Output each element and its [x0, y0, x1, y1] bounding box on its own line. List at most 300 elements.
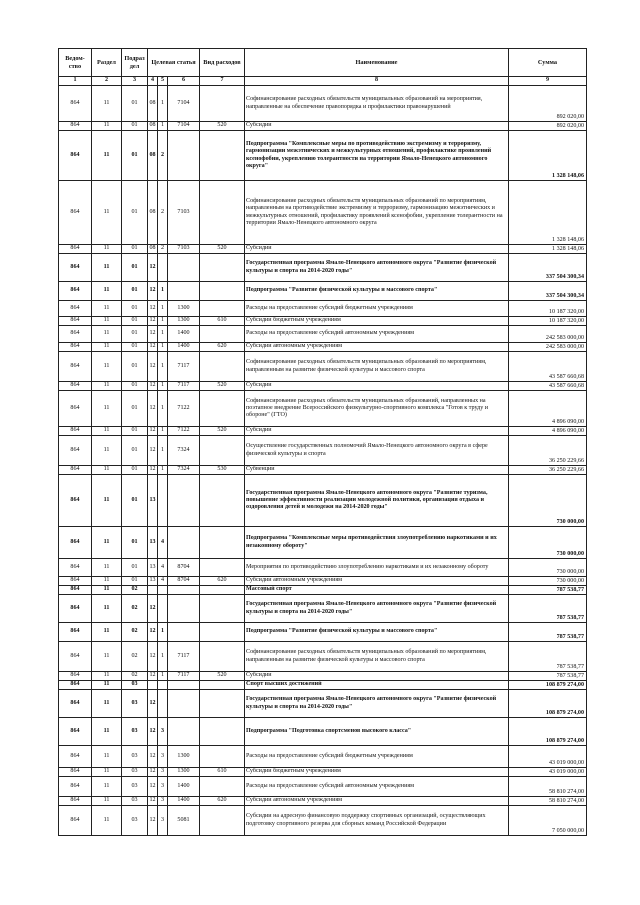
expense-type-cell [200, 254, 245, 282]
podrazdel-cell: 01 [122, 317, 148, 326]
sum-cell: 787 538,77 [509, 586, 587, 595]
sum-cell: 36 250 229,66 [509, 466, 587, 475]
razdel-cell: 11 [92, 466, 122, 475]
program-code-cell: 12 [148, 282, 158, 301]
razdel-cell: 11 [92, 577, 122, 586]
podrazdel-cell: 01 [122, 122, 148, 131]
name-cell: Расходы на предоставление субсидий автономным учреждениям [245, 777, 509, 797]
direction-code-cell: 1400 [168, 343, 200, 352]
sum-cell: 58 810 274,00 [509, 797, 587, 806]
subprogram-code-cell: 1 [158, 436, 168, 466]
vedomstvo-cell: 864 [59, 317, 92, 326]
podrazdel-cell: 03 [122, 777, 148, 797]
name-cell: Субсидии [245, 122, 509, 131]
direction-code-cell: 5081 [168, 806, 200, 836]
podrazdel-cell: 01 [122, 577, 148, 586]
sum-cell: 1 328 148,06 [509, 131, 587, 181]
vedomstvo-cell: 864 [59, 475, 92, 527]
subprogram-code-cell: 2 [158, 131, 168, 181]
expense-type-cell [200, 681, 245, 690]
razdel-cell: 11 [92, 86, 122, 122]
header-target: Целевая статья [148, 49, 200, 77]
direction-code-cell: 7104 [168, 86, 200, 122]
expense-type-cell: 620 [200, 797, 245, 806]
vedomstvo-cell: 864 [59, 282, 92, 301]
table-row [59, 122, 587, 131]
vedomstvo-cell: 864 [59, 352, 92, 382]
program-code-cell: 12 [148, 343, 158, 352]
program-code-cell: 12 [148, 427, 158, 436]
header-sum: Сумма [509, 49, 587, 77]
budget-table-body [59, 86, 587, 836]
table-row [59, 382, 587, 391]
podrazdel-cell: 01 [122, 559, 148, 577]
program-code-cell: 12 [148, 254, 158, 282]
razdel-cell: 11 [92, 718, 122, 746]
razdel-cell: 11 [92, 436, 122, 466]
name-cell: Субсидии автономным учреждениям [245, 577, 509, 586]
program-code-cell: 08 [148, 86, 158, 122]
razdel-cell: 11 [92, 690, 122, 718]
vedomstvo-cell: 864 [59, 391, 92, 427]
sum-cell: 787 538,77 [509, 672, 587, 681]
subprogram-code-cell: 3 [158, 797, 168, 806]
subprogram-code-cell: 1 [158, 86, 168, 122]
razdel-cell: 11 [92, 282, 122, 301]
direction-code-cell: 7117 [168, 382, 200, 391]
podrazdel-cell: 01 [122, 343, 148, 352]
direction-code-cell: 7122 [168, 391, 200, 427]
budget-document [58, 48, 586, 836]
direction-code-cell: 7324 [168, 436, 200, 466]
name-cell: Спорт высших достижений [245, 681, 509, 690]
razdel-cell: 11 [92, 672, 122, 681]
sum-cell: 337 504 300,34 [509, 282, 587, 301]
expense-type-cell: 620 [200, 343, 245, 352]
podrazdel-cell: 01 [122, 245, 148, 254]
direction-code-cell [168, 595, 200, 623]
name-cell: Подпрограмма "Комплексные меры по противодействию экстремизму и терроризму, гармонизации межэтнических и межкультурных отношений, профилактике проявлений ксенофобии, укреплению толерантности на территории Ямало-Ненецкого автономного округа" [245, 131, 509, 181]
direction-code-cell: 1400 [168, 797, 200, 806]
razdel-cell: 11 [92, 527, 122, 559]
expense-type-cell [200, 352, 245, 382]
vedomstvo-cell: 864 [59, 527, 92, 559]
vedomstvo-cell: 864 [59, 436, 92, 466]
podrazdel-cell: 03 [122, 797, 148, 806]
vedomstvo-cell: 864 [59, 427, 92, 436]
subprogram-code-cell [158, 595, 168, 623]
program-code-cell: 13 [148, 577, 158, 586]
table-row [59, 672, 587, 681]
podrazdel-cell: 01 [122, 427, 148, 436]
expense-type-cell: 520 [200, 245, 245, 254]
direction-code-cell [168, 681, 200, 690]
razdel-cell: 11 [92, 382, 122, 391]
table-row [59, 806, 587, 836]
table-row [59, 301, 587, 317]
direction-code-cell: 7117 [168, 352, 200, 382]
podrazdel-cell: 03 [122, 746, 148, 768]
podrazdel-cell: 01 [122, 475, 148, 527]
expense-type-cell [200, 559, 245, 577]
name-cell: Субсидии [245, 245, 509, 254]
vedomstvo-cell: 864 [59, 642, 92, 672]
direction-code-cell [168, 623, 200, 642]
sum-cell: 337 504 300,34 [509, 254, 587, 282]
podrazdel-cell: 01 [122, 436, 148, 466]
expense-type-cell [200, 86, 245, 122]
vedomstvo-cell: 864 [59, 806, 92, 836]
table-row [59, 797, 587, 806]
vedomstvo-cell: 864 [59, 181, 92, 245]
col-number: 5 [158, 77, 168, 86]
program-code-cell: 13 [148, 559, 158, 577]
header-vedomstvo: Ведом-ство [59, 49, 92, 77]
vedomstvo-cell: 864 [59, 577, 92, 586]
vedomstvo-cell: 864 [59, 595, 92, 623]
direction-code-cell: 1300 [168, 301, 200, 317]
name-cell: Государственная программа Ямало-Ненецкого автономного округа "Развитие физической культуры и спорта на 2014-2020 годы" [245, 254, 509, 282]
vedomstvo-cell: 864 [59, 746, 92, 768]
expense-type-cell [200, 475, 245, 527]
vedomstvo-cell: 864 [59, 797, 92, 806]
podrazdel-cell: 01 [122, 181, 148, 245]
expense-type-cell [200, 527, 245, 559]
table-row [59, 317, 587, 326]
subprogram-code-cell: 1 [158, 391, 168, 427]
program-code-cell: 13 [148, 527, 158, 559]
name-cell: Софинансирование расходных обязательств муниципальных образований по мероприятиям, направленным на развитие физической культуры и массового спорта [245, 642, 509, 672]
expense-type-cell: 520 [200, 122, 245, 131]
subprogram-code-cell [158, 475, 168, 527]
razdel-cell: 11 [92, 642, 122, 672]
sum-cell: 10 187 320,00 [509, 301, 587, 317]
razdel-cell: 11 [92, 343, 122, 352]
direction-code-cell: 7324 [168, 466, 200, 475]
subprogram-code-cell [158, 254, 168, 282]
table-row [59, 254, 587, 282]
direction-code-cell: 7103 [168, 181, 200, 245]
col-number: 2 [92, 77, 122, 86]
program-code-cell: 12 [148, 746, 158, 768]
sum-cell: 36 250 229,66 [509, 436, 587, 466]
program-code-cell: 13 [148, 475, 158, 527]
expense-type-cell: 620 [200, 577, 245, 586]
col-number: 9 [509, 77, 587, 86]
program-code-cell: 12 [148, 718, 158, 746]
subprogram-code-cell [158, 586, 168, 595]
sum-cell: 4 896 090,00 [509, 427, 587, 436]
razdel-cell: 11 [92, 806, 122, 836]
table-row [59, 466, 587, 475]
podrazdel-cell: 02 [122, 642, 148, 672]
program-code-cell: 08 [148, 131, 158, 181]
direction-code-cell: 7117 [168, 642, 200, 672]
subprogram-code-cell: 1 [158, 642, 168, 672]
direction-code-cell: 7103 [168, 245, 200, 254]
table-row [59, 131, 587, 181]
table-row [59, 577, 587, 586]
name-cell: Софинансирование расходных обязательств муниципальных образований по мероприятиям, направленным на противодействие экстремизму и терроризму, гармонизацию межэтнических и межкультурных отношений, профилактику проявлений ксенофобии, укрепление толерантности на территории Ямало-Ненецкого автономного округа [245, 181, 509, 245]
podrazdel-cell: 03 [122, 718, 148, 746]
subprogram-code-cell: 1 [158, 301, 168, 317]
expense-type-cell [200, 806, 245, 836]
vedomstvo-cell: 864 [59, 131, 92, 181]
table-row [59, 768, 587, 777]
podrazdel-cell: 03 [122, 681, 148, 690]
program-code-cell: 12 [148, 466, 158, 475]
sum-cell: 242 583 000,00 [509, 343, 587, 352]
program-code-cell [148, 681, 158, 690]
sum-cell: 787 538,77 [509, 595, 587, 623]
razdel-cell: 11 [92, 475, 122, 527]
subprogram-code-cell: 3 [158, 777, 168, 797]
col-number: 3 [122, 77, 148, 86]
table-row [59, 391, 587, 427]
name-cell: Государственная программа Ямало-Ненецкого автономного округа "Развитие туризма, повышение эффективности реализации молодежной политики, организация отдыха и оздоровления детей и молодежи на 2014-2020 годы" [245, 475, 509, 527]
razdel-cell: 11 [92, 254, 122, 282]
podrazdel-cell: 02 [122, 586, 148, 595]
sum-cell: 43 019 000,00 [509, 768, 587, 777]
vedomstvo-cell: 864 [59, 690, 92, 718]
program-code-cell: 12 [148, 382, 158, 391]
name-cell: Государственная программа Ямало-Ненецкого автономного округа "Развитие физической культуры и спорта на 2014-2020 годы" [245, 690, 509, 718]
table-row [59, 623, 587, 642]
subprogram-code-cell: 1 [158, 672, 168, 681]
razdel-cell: 11 [92, 352, 122, 382]
expense-type-cell [200, 131, 245, 181]
program-code-cell: 12 [148, 436, 158, 466]
vedomstvo-cell: 864 [59, 466, 92, 475]
direction-code-cell [168, 718, 200, 746]
razdel-cell: 11 [92, 681, 122, 690]
subprogram-code-cell [158, 690, 168, 718]
subprogram-code-cell: 4 [158, 559, 168, 577]
subprogram-code-cell: 3 [158, 746, 168, 768]
expense-type-cell [200, 391, 245, 427]
table-row [59, 642, 587, 672]
name-cell: Расходы на предоставление субсидий бюджетным учреждениям [245, 746, 509, 768]
budget-table [58, 48, 587, 836]
vedomstvo-cell: 864 [59, 623, 92, 642]
razdel-cell: 11 [92, 326, 122, 343]
vedomstvo-cell: 864 [59, 559, 92, 577]
sum-cell: 242 583 000,00 [509, 326, 587, 343]
direction-code-cell [168, 586, 200, 595]
razdel-cell: 11 [92, 301, 122, 317]
program-code-cell: 12 [148, 642, 158, 672]
subprogram-code-cell: 1 [158, 326, 168, 343]
table-row [59, 436, 587, 466]
sum-cell: 892 020,00 [509, 86, 587, 122]
table-row [59, 595, 587, 623]
subprogram-code-cell: 4 [158, 527, 168, 559]
subprogram-code-cell: 2 [158, 181, 168, 245]
sum-cell: 108 879 274,00 [509, 681, 587, 690]
program-code-cell: 12 [148, 806, 158, 836]
name-cell: Мероприятия по противодействию злоупотреблению наркотиками и их незаконному обороту [245, 559, 509, 577]
program-code-cell: 12 [148, 690, 158, 718]
col-number: 1 [59, 77, 92, 86]
direction-code-cell: 1300 [168, 317, 200, 326]
name-cell: Субсидии бюджетным учреждениям [245, 768, 509, 777]
name-cell: Подпрограмма "Развитие физической культуры и массового спорта" [245, 623, 509, 642]
direction-code-cell [168, 527, 200, 559]
vedomstvo-cell: 864 [59, 245, 92, 254]
subprogram-code-cell: 1 [158, 623, 168, 642]
direction-code-cell: 1300 [168, 746, 200, 768]
razdel-cell: 11 [92, 623, 122, 642]
program-code-cell: 12 [148, 595, 158, 623]
table-row [59, 475, 587, 527]
direction-code-cell [168, 282, 200, 301]
podrazdel-cell: 02 [122, 623, 148, 642]
subprogram-code-cell: 3 [158, 768, 168, 777]
expense-type-cell [200, 746, 245, 768]
program-code-cell: 12 [148, 777, 158, 797]
vedomstvo-cell: 864 [59, 768, 92, 777]
razdel-cell: 11 [92, 317, 122, 326]
table-row [59, 718, 587, 746]
direction-code-cell: 7104 [168, 122, 200, 131]
table-row [59, 586, 587, 595]
direction-code-cell: 7117 [168, 672, 200, 681]
subprogram-code-cell: 1 [158, 427, 168, 436]
vedomstvo-cell: 864 [59, 777, 92, 797]
podrazdel-cell: 03 [122, 806, 148, 836]
subprogram-code-cell: 1 [158, 466, 168, 475]
sum-cell: 787 538,77 [509, 642, 587, 672]
razdel-cell: 11 [92, 131, 122, 181]
name-cell: Софинансирование расходных обязательств муниципальных образований по мероприятиям, направленным на развитие физической культуры и массового спорта [245, 352, 509, 382]
podrazdel-cell: 01 [122, 382, 148, 391]
direction-code-cell [168, 475, 200, 527]
podrazdel-cell: 01 [122, 131, 148, 181]
podrazdel-cell: 01 [122, 352, 148, 382]
name-cell: Субсидии автономным учреждениям [245, 343, 509, 352]
header-name: Наименование [245, 49, 509, 77]
direction-code-cell: 8704 [168, 577, 200, 586]
sum-cell: 43 587 660,68 [509, 382, 587, 391]
podrazdel-cell: 01 [122, 391, 148, 427]
subprogram-code-cell: 1 [158, 352, 168, 382]
direction-code-cell: 7122 [168, 427, 200, 436]
name-cell: Софинансирование расходных обязательств муниципальных образований, направленных на поэтапное внедрение Всероссийского физкультурно-спортивного комплекса "Готов к труду и обороне" (ГТО) [245, 391, 509, 427]
name-cell: Массовый спорт [245, 586, 509, 595]
vedomstvo-cell: 864 [59, 681, 92, 690]
table-row [59, 681, 587, 690]
podrazdel-cell: 01 [122, 326, 148, 343]
razdel-cell: 11 [92, 427, 122, 436]
table-row [59, 181, 587, 245]
program-code-cell: 12 [148, 623, 158, 642]
direction-code-cell [168, 254, 200, 282]
vedomstvo-cell: 864 [59, 86, 92, 122]
vedomstvo-cell: 864 [59, 122, 92, 131]
sum-cell: 787 538,77 [509, 623, 587, 642]
podrazdel-cell: 03 [122, 768, 148, 777]
expense-type-cell: 520 [200, 672, 245, 681]
name-cell: Расходы на предоставление субсидий бюджетным учреждениям [245, 301, 509, 317]
razdel-cell: 11 [92, 768, 122, 777]
sum-cell: 58 810 274,00 [509, 777, 587, 797]
sum-cell: 1 328 148,06 [509, 245, 587, 254]
sum-cell: 730 000,00 [509, 527, 587, 559]
razdel-cell: 11 [92, 245, 122, 254]
vedomstvo-cell: 864 [59, 718, 92, 746]
vedomstvo-cell: 864 [59, 382, 92, 391]
subprogram-code-cell: 1 [158, 343, 168, 352]
name-cell: Субсидии на адресную финансовую поддержку спортивных организаций, осуществляющих подготовку спортивного резерва для сборных команд Российской Федерации [245, 806, 509, 836]
col-number: 8 [245, 77, 509, 86]
name-cell: Субвенции [245, 466, 509, 475]
program-code-cell: 08 [148, 245, 158, 254]
program-code-cell: 12 [148, 391, 158, 427]
program-code-cell: 12 [148, 301, 158, 317]
name-cell: Субсидии [245, 427, 509, 436]
sum-cell: 7 050 000,00 [509, 806, 587, 836]
expense-type-cell: 520 [200, 427, 245, 436]
subprogram-code-cell: 2 [158, 245, 168, 254]
header-vid: Вид расходов [200, 49, 245, 77]
podrazdel-cell: 02 [122, 672, 148, 681]
vedomstvo-cell: 864 [59, 586, 92, 595]
table-row [59, 777, 587, 797]
podrazdel-cell: 03 [122, 690, 148, 718]
subprogram-code-cell: 3 [158, 806, 168, 836]
vedomstvo-cell: 864 [59, 301, 92, 317]
col-number: 7 [200, 77, 245, 86]
expense-type-cell [200, 642, 245, 672]
direction-code-cell [168, 690, 200, 718]
razdel-cell: 11 [92, 586, 122, 595]
sum-cell: 43 587 660,68 [509, 352, 587, 382]
column-numbers-row [59, 77, 587, 86]
podrazdel-cell: 02 [122, 595, 148, 623]
sum-cell: 730 000,00 [509, 559, 587, 577]
razdel-cell: 11 [92, 391, 122, 427]
sum-cell: 43 019 000,00 [509, 746, 587, 768]
expense-type-cell [200, 282, 245, 301]
table-row [59, 427, 587, 436]
sum-cell: 1 328 148,06 [509, 181, 587, 245]
header-podrazdel: Подраз дел [122, 49, 148, 77]
sum-cell: 730 000,00 [509, 475, 587, 527]
direction-code-cell: 8704 [168, 559, 200, 577]
podrazdel-cell: 01 [122, 301, 148, 317]
subprogram-code-cell: 1 [158, 122, 168, 131]
direction-code-cell: 1300 [168, 768, 200, 777]
expense-type-cell [200, 586, 245, 595]
podrazdel-cell: 01 [122, 282, 148, 301]
vedomstvo-cell: 864 [59, 672, 92, 681]
sum-cell: 4 896 090,00 [509, 391, 587, 427]
sum-cell: 730 000,00 [509, 577, 587, 586]
vedomstvo-cell: 864 [59, 326, 92, 343]
razdel-cell: 11 [92, 797, 122, 806]
podrazdel-cell: 01 [122, 254, 148, 282]
program-code-cell: 12 [148, 317, 158, 326]
podrazdel-cell: 01 [122, 527, 148, 559]
program-code-cell: 12 [148, 797, 158, 806]
razdel-cell: 11 [92, 777, 122, 797]
program-code-cell: 12 [148, 672, 158, 681]
expense-type-cell: 610 [200, 317, 245, 326]
program-code-cell: 12 [148, 768, 158, 777]
header-razdel: Раздел [92, 49, 122, 77]
col-number: 4 [148, 77, 158, 86]
program-code-cell: 12 [148, 352, 158, 382]
